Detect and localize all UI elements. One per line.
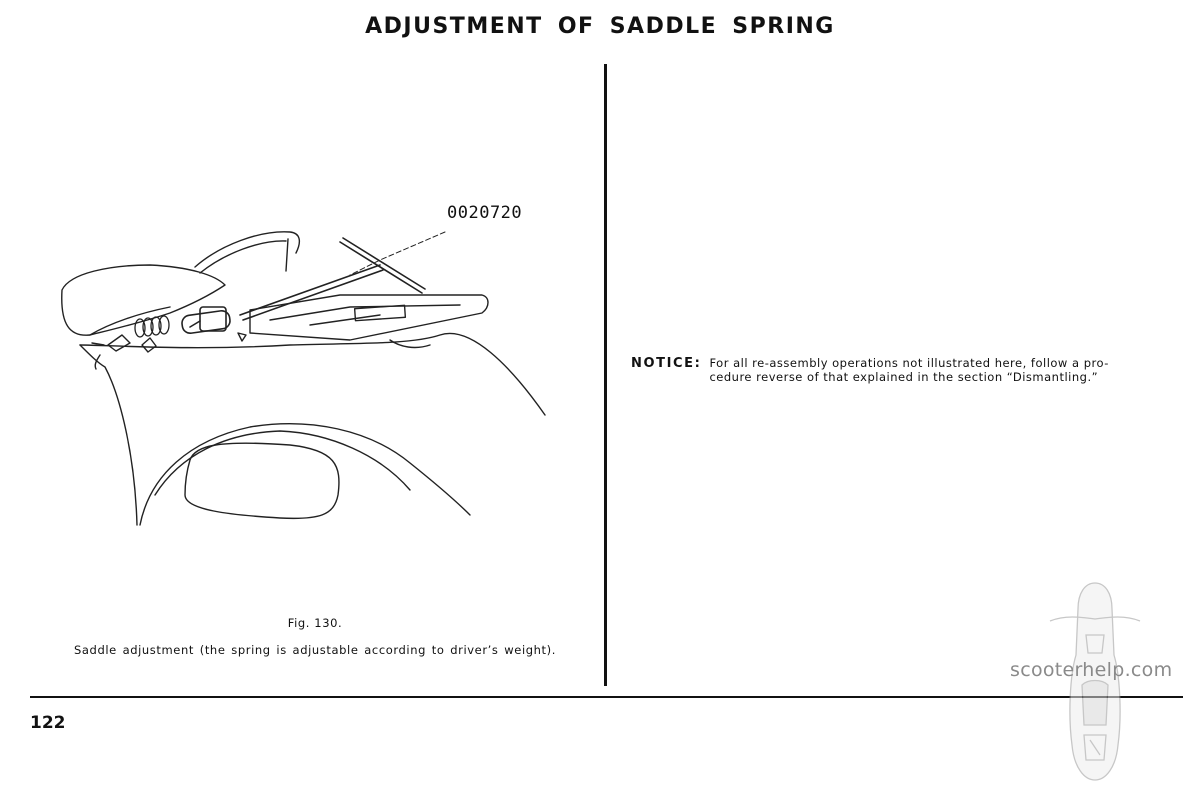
saddle-spring — [135, 316, 169, 337]
page-number: 122 — [30, 713, 66, 733]
t-wrench-tool — [181, 238, 425, 334]
figure-number: Fig. 130. — [287, 616, 343, 630]
footer-rule — [30, 696, 1183, 698]
notice-text — [709, 356, 1108, 384]
part-number-label: 0020720 — [447, 203, 523, 223]
notice-line-1: For all re-assembly operations not illustrated here, follow a pro- — [709, 356, 1109, 370]
notice-block — [631, 356, 1176, 384]
watermark-text: scooterhelp.com — [1010, 659, 1173, 681]
figure-caption: Saddle adjustment (the spring is adjustable according to driver’s weight). — [74, 643, 556, 657]
page-title: ADJUSTMENT OF SADDLE SPRING — [365, 14, 835, 39]
notice-line-2: cedure reverse of that explained in the section “Dismantling.” — [709, 370, 1099, 384]
column-divider — [604, 64, 607, 686]
notice-label: NOTICE: — [631, 356, 702, 371]
saddle-adjustment-illustration — [50, 195, 560, 530]
